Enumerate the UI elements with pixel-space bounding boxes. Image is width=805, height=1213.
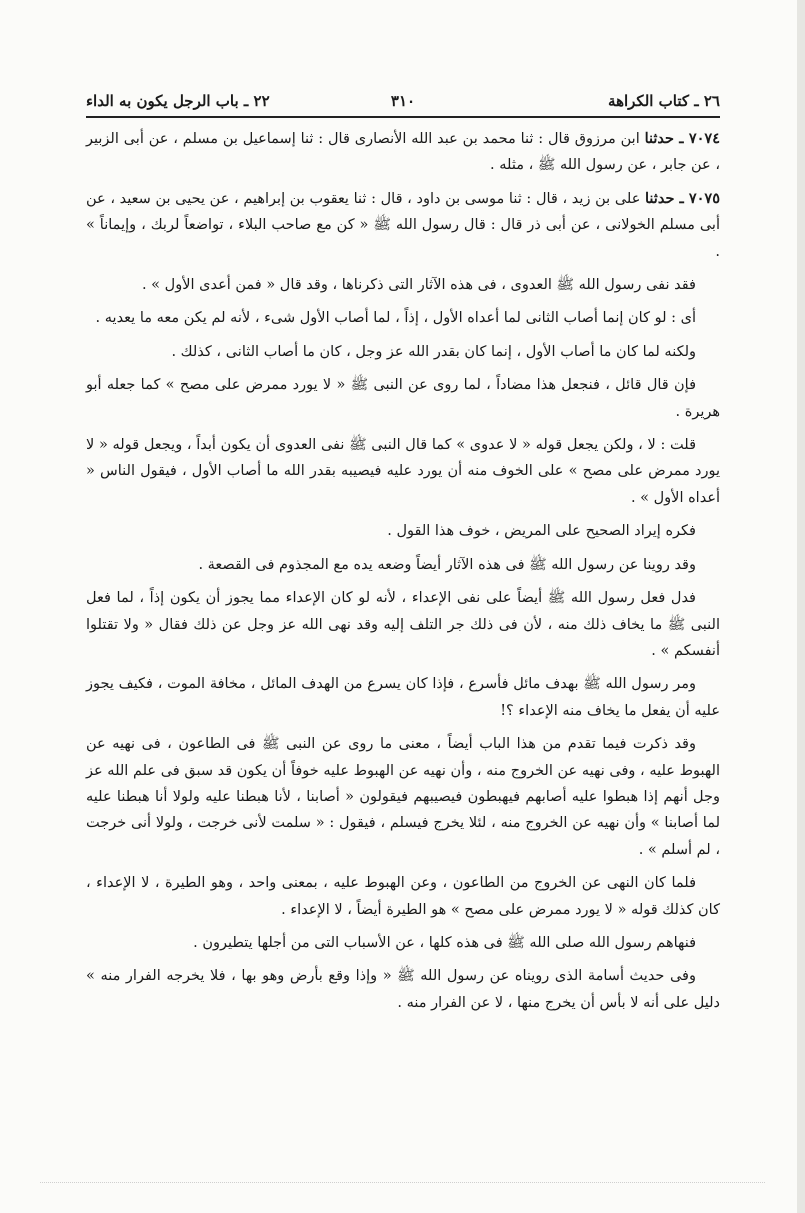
paragraph: فكره إيراد الصحيح على المريض ، خوف هذا القول . [387,523,696,540]
paragraph: أى : لو كان إنما أصاب الثانى لما أعداه الأول ، إذاً ، لما أصاب الأول شىء ، لأنه لم يكن معه ما يعديه . [95,310,696,327]
paragraph: فقد نفى رسول الله ﷺ العدوى ، فى هذه الآثار التى ذكرناها ، وقد قال « فمن أعدى الأول » . [141,277,696,294]
page-edge [797,0,805,1213]
paragraph: فدل فعل رسول الله ﷺ أيضاً على نفى الإعداء ، لأنه لو كان الإعداء مما يجوز أن يكون إذاً ، لما فعل النبى ﷺ ما يخاف ذلك منه ، لأن فى ذلك جر التلف إليه وقد نهى الله عز وجل عن ذلك فقال « ولا تقتلوا أنفسكم » . [86,590,720,659]
paragraph: فلما كان النهى عن الخروج من الطاعون ، وعن الهبوط عليه ، بمعنى واحد ، وهو الطيرة ، لا الإعداء ، كان كذلك قوله « لا يورد ممرض على مصح » هو الطيرة أيضاً ، لا الإعداء . [86,875,720,918]
paragraph: وقد روينا عن رسول الله ﷺ فى هذه الآثار أيضاً وضعه يده مع المجذوم فى القصعة . [198,556,696,573]
hadith-text: على بن زيد ، قال : ثنا موسى بن داود ، قال : ثنا يعقوب بن إبراهيم ، عن يحيى بن سعيد ، عن أبى مسلم الخولانى ، عن أبى ذر قال : قال رسول الله ﷺ « كن مع صاحب البلاء ، تواضعاً لربك ، وإيماناً » . [86,190,720,260]
paragraph: قلت : لا ، ولكن يجعل قوله « لا عدوى » كما قال النبى ﷺ نفى العدوى أن يكون أبداً ، ويجعل قوله « لا يورد ممرض على مصح » على الخوف منه أن يورد عليه فيصيبه بقدر الله ما أصاب الأول ، فيقول الناس « أعداه الأول » . [86,437,720,506]
hadith-7074 [86,126,720,179]
paragraph: فإن قال قائل ، فنجعل هذا مضاداً ، لما روى عن النبى ﷺ « لا يورد ممرض على مصح » كما جعله أبو هريرة . [86,377,720,420]
hadith-number: ٧٠٧٤ ـ حدثنا [644,130,720,147]
chapter-title: ٢٦ ـ كتاب الكراهة [608,92,720,110]
page-number: ٣١٠ [390,92,416,110]
paragraph: فنهاهم رسول الله صلى الله ﷺ فى هذه كلها ، عن الأسباب التى من أجلها يتطيرون . [193,934,696,951]
page-header [86,88,720,114]
scan-footer-line [40,1182,765,1184]
paragraph: وقد ذكرت فيما تقدم من هذا الباب أيضاً ، معنى ما روى عن النبى ﷺ فى الطاعون ، فى نهيه عن الهبوط عليه ، وفى نهيه عن الخروج منه ، وأن نهيه عن الهبوط عليه خوفاً أن يكون قد سبق فى علم الله عز وجل أنهم إذا هبطوا عليه أصابهم فيهبطون فيصيبهم فيقولون « أصابنا ، لأنا هبطنا عليه ولولا أنا هبطنا عليه لما أصابنا » وأن نهيه عن الخروج منه ، لئلا يخرج فيسلم ، فيقول : « سلمت لأنى خرجت ، ولولا أنى خرجت ، لم أسلم » . [86,736,720,858]
paragraph: ولكنه لما كان ما أصاب الأول ، إنما كان بقدر الله عز وجل ، كان ما أصاب الثانى ، كذلك . [171,343,696,360]
hadith-number: ٧٠٧٥ ـ حدثنا [645,189,720,207]
section-title: ٢٢ ـ باب الرجل يكون به الداء [86,92,270,110]
paragraph: ومر رسول الله ﷺ بهدف مائل فأسرع ، فإذا كان يسرع من الهدف المائل ، مخافة الموت ، فكيف يجوز عليه أن يفعل ما يخاف منه الإعداء ؟! [86,676,720,719]
paragraph: وفى حديث أسامة الذى رويناه عن رسول الله ﷺ « وإذا وقع بأرض وهو بها ، فلا يخرجه الفرار منه » دليل على أنه لا بأس أن يخرج منها ، لا عن الفرار منه . [86,968,720,1011]
hadith-7075 [86,186,720,265]
hadith-text: ابن مرزوق قال : ثنا محمد بن عبد الله الأنصارى قال : ثنا إسماعيل بن مسلم ، عن أبى الزبير ، عن جابر ، عن رسول الله ﷺ ، مثله . [86,131,720,174]
header-rule [86,116,720,118]
page-body [86,126,720,1023]
